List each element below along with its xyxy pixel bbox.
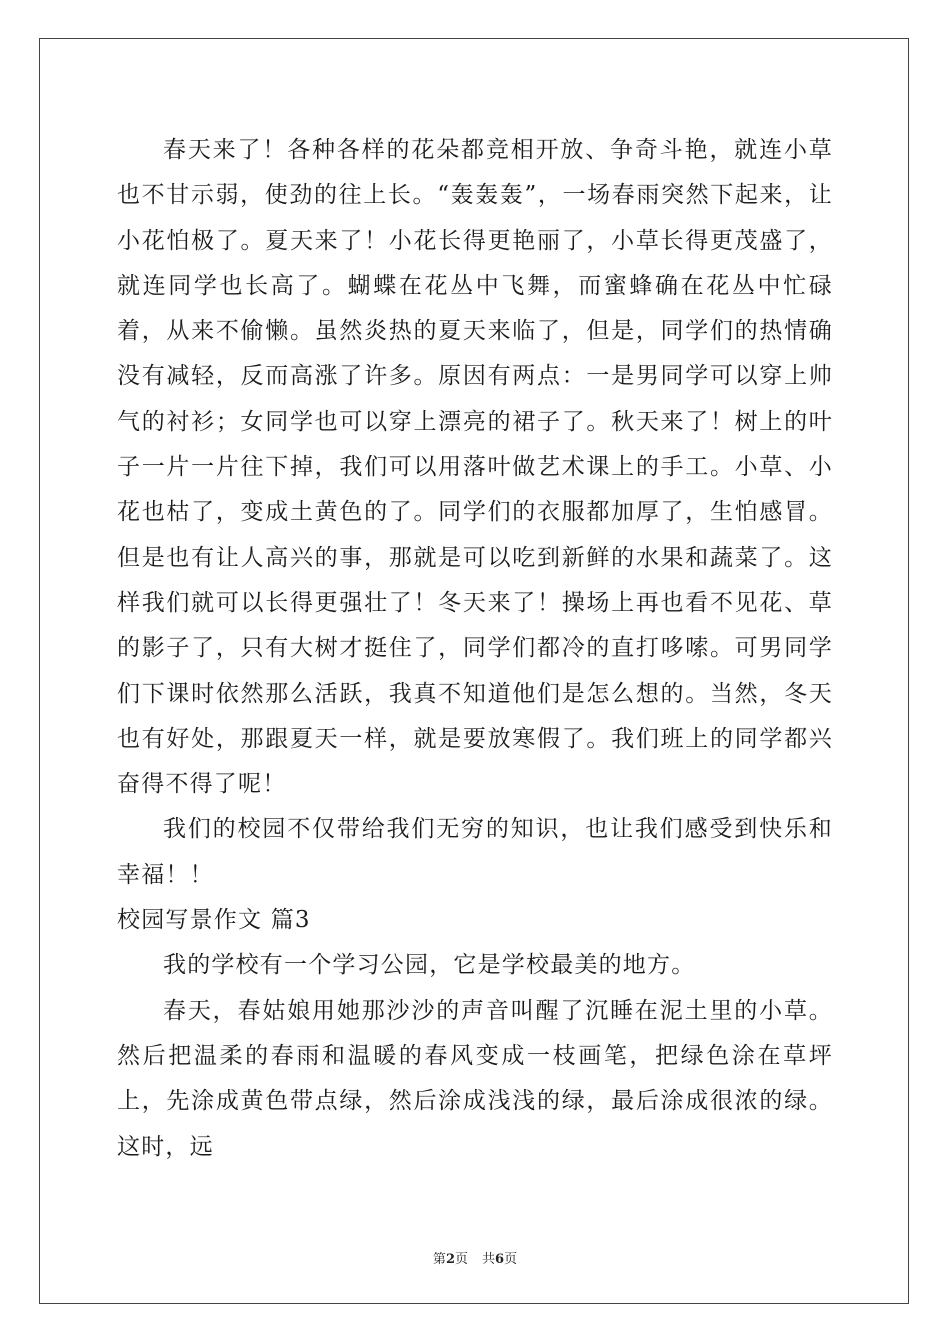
page-prefix: 第 [432, 1252, 446, 1267]
document-body [117, 128, 833, 1170]
section-heading: 校园写景作文 篇3 [117, 907, 311, 934]
total-pages: 6 [495, 1252, 505, 1267]
total-prefix: 共 [482, 1252, 496, 1267]
paragraph-intro: 我的学校有一个学习公园，它是学校最美的地方。 [163, 952, 696, 979]
paragraph-conclusion: 我们的校园不仅带给我们无穷的知识，也让我们感受到快乐和幸福！！ [117, 816, 833, 888]
page-footer [0, 1248, 950, 1267]
page-suffix: 页 [454, 1252, 468, 1267]
paragraph-spring: 春天，春姑娘用她那沙沙的声音叫醒了沉睡在泥土里的小草。然后把温柔的春雨和温暖的春风变成一枝画笔，把绿色涂在草坪上，先涂成黄色带点绿，然后涂成浅浅的绿，最后涂成很浓的绿。这时，远 [117, 997, 833, 1160]
paragraph-seasons: 春天来了！各种各样的花朵都竞相开放、争奇斗艳，就连小草也不甘示弱，使劲的往上长。“轰轰轰”，一场春雨突然下起来，让小花怕极了。夏天来了！小花长得更艳丽了，小草长得更茂盛了，就连同学也长高了。蝴蝶在花丛中飞舞，而蜜蜂确在花丛中忙碌着，从来不偷懒。虽然炎热的夏天来临了，但是，同学们的热情确没有减轻，反而高涨了许多。原因有两点：一是男同学可以穿上帅气的衬衫；女同学也可以穿上漂亮的裙子了。秋天来了！树上的叶子一片一片往下掉，我们可以用落叶做艺术课上的手工。小草、小花也枯了，变成土黄色的了。同学们的衣服都加厚了，生怕感冒。但是也有让人高兴的事，那就是可以吃到新鲜的水果和蔬菜了。这样我们就可以长得更强壮了！冬天来了！操场上再也看不见花、草的影子了，只有大树才挺住了，同学们都冷的直打哆嗦。可男同学们下课时依然那么活跃，我真不知道他们是怎么想的。当然，冬天也有好处，那跟夏天一样，就是要放寒假了。我们班上的同学都兴奋得不得了呢！ [117, 137, 833, 798]
page-number: 2 [445, 1252, 455, 1267]
total-suffix: 页 [504, 1252, 518, 1267]
